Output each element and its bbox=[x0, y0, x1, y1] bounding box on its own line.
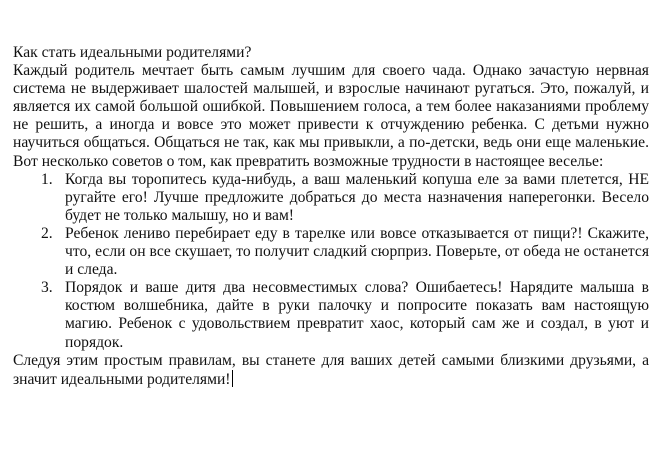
list-number: 3. bbox=[41, 279, 53, 297]
list-item-text: Когда вы торопитесь куда-нибудь, а ваш маленький копуша еле за вами плетется, НЕ ругайте его! Лучше предложите добраться до места назначения наперегонки. Весело будет не только малышу, но и вам! bbox=[65, 170, 649, 224]
document-body[interactable] bbox=[0, 44, 649, 389]
conclusion-paragraph bbox=[13, 352, 649, 389]
list-item bbox=[13, 225, 649, 279]
list-item bbox=[13, 171, 649, 225]
text-cursor bbox=[232, 370, 233, 387]
list-item bbox=[13, 279, 649, 351]
list-number: 2. bbox=[41, 224, 53, 242]
document-title: Как стать идеальными родителями? bbox=[13, 44, 252, 61]
list-item-text: Порядок и ваше дитя два несовместимых слова? Ошибаетесь! Нарядите малыша в костюм волшебника, дайте в руки палочку и попросите показать вам настоящую магию. Ребенок с удовольствием превратит хаос, который сам же и создал, в уют и порядок. bbox=[65, 279, 649, 351]
list-item-text: Ребенок лениво перебирает еду в тарелке или вовсе отказывается от пищи?! Скажите, что, если он все скушает, то получит сладкий сюрприз. Поверьте, от обеда не останется и следа. bbox=[65, 224, 649, 279]
conclusion-text: Следуя этим простым правилам, вы станете для ваших детей самыми близкими друзьями, а значит идеальными родителями! bbox=[13, 351, 649, 388]
tips-list bbox=[13, 171, 649, 352]
list-number: 1. bbox=[41, 170, 53, 188]
intro-paragraph: Каждый родитель мечтает быть самым лучшим для своего чада. Однако зачастую нервная система не выдерживает шалостей малышей, и взрослые начинают ругаться. Это, пожалуй, и является их самой большой ошибкой. Повышением голоса, а тем более наказаниями проблему не решить, а иногда и вовсе это может привести к отчуждению ребенка. С детьми нужно научиться общаться. Общаться не так, как мы привыкли, а по-детски, ведь они еще маленькие. Вот несколько советов о том, как превратить возможные трудности в настоящее веселье: bbox=[13, 62, 649, 170]
